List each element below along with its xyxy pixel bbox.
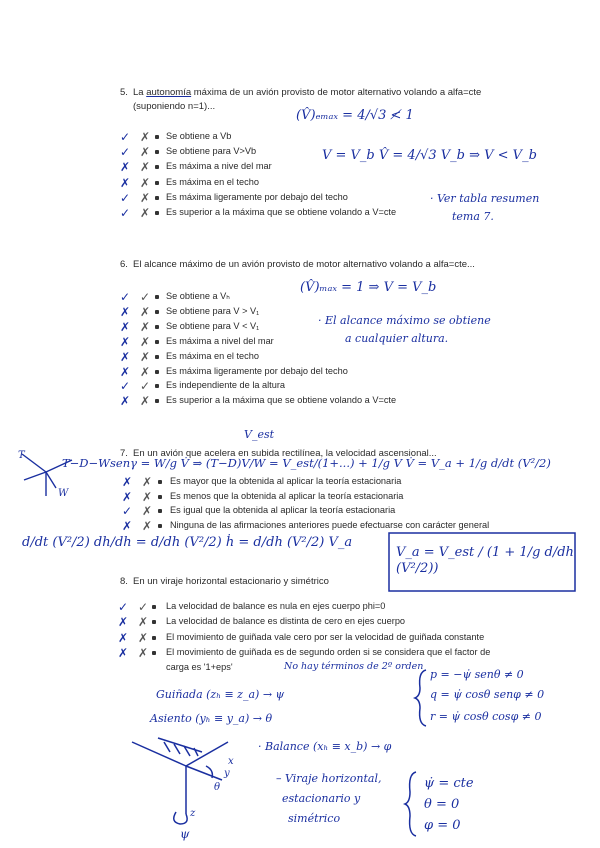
answer-mark-right: ✗ <box>140 175 151 190</box>
answer-mark-right: ✗ <box>140 394 151 409</box>
q7-option-4: Ninguna de las afirmaciones anteriores puede efectuarse con carácter general <box>170 519 490 530</box>
q5-stem: La autonomía máxima de un avión provisto de motor alternativo volando a alfa=cte <box>133 87 482 98</box>
option-bullet <box>155 211 159 215</box>
answer-mark-left: ✗ <box>122 518 133 533</box>
option-bullet <box>158 495 162 499</box>
option-bullet <box>155 165 159 169</box>
diagram-z-label: z <box>190 808 196 819</box>
q8-brace-bottom <box>404 770 420 838</box>
q6-note2: a cualquier altura. <box>345 332 449 345</box>
answer-mark-left: ✗ <box>120 319 131 334</box>
q7-number: 7. <box>120 448 128 459</box>
answer-mark-right: ✓ <box>138 600 149 614</box>
q8-option-2: La velocidad de balance es distinta de cero en ejes cuerpo <box>166 616 406 627</box>
answer-mark-right: ✗ <box>142 475 153 489</box>
option-bullet <box>155 135 159 139</box>
q8-line-asiento: Asiento (yₕ ≡ y_a) → θ <box>150 712 273 725</box>
answer-mark-left: ✗ <box>118 645 129 660</box>
option-bullet <box>155 325 159 329</box>
option-bullet <box>155 340 159 344</box>
q5-note1: · Ver tabla resumen <box>430 192 540 205</box>
option-bullet <box>155 384 159 388</box>
arrow-decoration <box>296 688 336 708</box>
answer-mark-right: ✗ <box>140 319 151 334</box>
q6-option-7: Es independiente de la altura <box>166 380 286 391</box>
q7-equation: T−D−Wsenγ = W/g V̇ ⇒ (T−D)V/W = V_est/(1+...) + 1/g V V̇ = V_a + 1/g d/dt (V²/2) <box>62 456 551 470</box>
answer-mark-left: ✓ <box>120 290 131 304</box>
q5-formula2: V = V_b V̂ = 4/√3 V_b ⇒ V < V_b <box>322 148 537 163</box>
answer-mark-right: ✗ <box>140 190 151 205</box>
q6-option-2: Se obtiene para V > V₁ <box>166 305 260 316</box>
q6-option-4: Es máxima a nivel del mar <box>166 335 274 346</box>
aircraft-axes-diagram <box>118 732 258 842</box>
answer-mark-left: ✓ <box>118 600 129 614</box>
answer-mark-right: ✗ <box>142 504 153 518</box>
answer-mark-right: ✗ <box>140 160 151 175</box>
answer-mark-left: ✗ <box>122 475 133 489</box>
answer-mark-right: ✗ <box>140 206 151 220</box>
q6-note1: · El alcance máximo se obtiene <box>318 314 491 327</box>
q6-stem: El alcance máximo de un avión provisto de motor alternativo volando a alfa=cte... <box>133 259 475 270</box>
answer-mark-left: ✗ <box>118 630 129 645</box>
answer-mark-right: ✗ <box>140 349 151 364</box>
answer-mark-left: ✓ <box>120 190 131 205</box>
answer-mark-left: ✗ <box>120 349 131 364</box>
option-bullet <box>152 636 156 640</box>
answer-mark-left: ✗ <box>118 615 129 630</box>
diagram-x-label: x <box>228 756 234 767</box>
option-bullet <box>158 524 162 528</box>
q7-option-2: Es menos que la obtenida al aplicar la teoría estacionaria <box>170 490 404 501</box>
answer-mark-right: ✗ <box>138 630 149 645</box>
q7-axes-sketch <box>12 440 82 500</box>
answer-mark-left: ✓ <box>122 504 133 518</box>
q8-rel-r: r = ψ̇ cosθ cosφ ≠ 0 <box>430 710 542 723</box>
q8-cond-psi: ψ̇ = cte <box>424 776 474 791</box>
q6-option-3: Se obtiene para V < V₁ <box>166 320 260 331</box>
q8-option-4: El movimiento de guiñada es de segundo orden si se considera que el factor de <box>166 646 491 657</box>
q8-rel-p: p = −ψ̇ senθ ≠ 0 <box>430 668 524 681</box>
option-bullet <box>155 150 159 154</box>
q8-viraje-3: simétrico <box>288 812 341 825</box>
answer-mark-left: ✓ <box>120 206 131 220</box>
answer-mark-right: ✗ <box>140 364 151 379</box>
q8-inline-note: No hay términos de 2º orden <box>284 661 424 672</box>
q8-viraje-2: estacionario y <box>282 792 361 805</box>
q6-option-6: Es máxima ligeramente por debajo del techo <box>166 365 348 376</box>
option-bullet <box>155 370 159 374</box>
diagram-psi-label: ψ <box>180 827 190 841</box>
q5-stem-line2: (suponiendo n=1)... <box>133 101 216 112</box>
q8-line-guinada: Guiñada (zₕ ≡ z_a) → ψ <box>156 688 285 701</box>
answer-mark-right: ✓ <box>140 379 151 394</box>
q8-stem: En un viraje horizontal estacionario y simétrico <box>133 576 329 587</box>
q6-number: 6. <box>120 259 128 270</box>
q8-line-balance: · Balance (xₕ ≡ x_b) → φ <box>258 740 392 753</box>
q5-option-2: Se obtiene para V>Vb <box>166 146 257 157</box>
q5-option-1: Se obtiene a Vb <box>166 131 232 141</box>
q6-formula: (V̂)ₘₐₓ = 1 ⇒ V = V_b <box>300 280 437 295</box>
q8-cond-theta: θ = 0 <box>424 797 460 812</box>
option-bullet <box>155 181 159 185</box>
q8-brace-right <box>414 668 430 728</box>
answer-mark-left: ✗ <box>120 304 131 319</box>
answer-mark-right: ✗ <box>140 304 151 319</box>
answer-mark-right: ✗ <box>140 145 151 160</box>
q7-equation2: d/dt (V²/2) dh/dh = d/dh (V²/2) ḣ = d/dh (V²/2) V_a <box>22 535 353 550</box>
option-bullet <box>155 355 159 359</box>
answer-mark-left: ✓ <box>120 145 131 160</box>
option-bullet <box>155 196 159 200</box>
q8-cond-phi: φ = 0 <box>424 818 461 833</box>
option-bullet <box>155 310 159 314</box>
q7-boxed-formula: V_a = V_est / (1 + 1/g d/dh (V²/2)) <box>396 545 574 576</box>
answer-mark-left: ✗ <box>120 334 131 349</box>
option-bullet <box>158 480 162 484</box>
q6-option-5: Es máxima en el techo <box>166 350 259 361</box>
q5-option-5: Es máxima ligeramente por debajo del techo <box>166 191 348 202</box>
diagram-y-label: y <box>224 768 230 779</box>
q5-number: 5. <box>120 87 128 98</box>
q8-viraje-1: – Viraje horizontal, <box>276 772 382 785</box>
q5-note2: tema 7. <box>452 210 494 223</box>
answer-mark-left: ✗ <box>120 160 131 175</box>
q8-option-5: carga es '1+eps' <box>166 662 233 673</box>
q5-option-3: Es máxima a nive del mar <box>166 161 272 172</box>
answer-mark-right: ✗ <box>142 489 153 504</box>
q7-option-1: Es mayor que la obtenida al aplicar la teoría estacionaria <box>170 476 402 486</box>
q8-option-3: El movimiento de guiñada vale cero por ser la velocidad de guiñada constante <box>166 631 485 642</box>
diagram-theta-label: θ <box>214 782 221 793</box>
answer-mark-right: ✗ <box>138 645 149 660</box>
answer-mark-left: ✗ <box>120 364 131 379</box>
q8-option-1: La velocidad de balance es nula en ejes cuerpo phi=0 <box>166 601 386 611</box>
answer-mark-left: ✓ <box>120 379 131 394</box>
answer-mark-right: ✗ <box>140 130 151 144</box>
q8-rel-q: q = ψ̇ cosθ senφ ≠ 0 <box>430 688 545 701</box>
option-bullet <box>152 605 156 609</box>
q7-axes-t: T <box>18 450 25 461</box>
option-bullet <box>152 651 156 655</box>
q5-option-6: Es superior a la máxima que se obtiene volando a V=cte <box>166 207 397 217</box>
q8-number: 8. <box>120 576 128 587</box>
answer-mark-right: ✗ <box>142 518 153 533</box>
answer-mark-right: ✗ <box>138 615 149 630</box>
option-bullet <box>155 399 159 403</box>
option-bullet <box>155 295 159 299</box>
answer-mark-left: ✗ <box>120 394 131 409</box>
q6-option-8: Es superior a la máxima que se obtiene volando a V=cte <box>166 395 397 406</box>
q7-axes-w: W <box>58 488 69 499</box>
option-bullet <box>158 509 162 513</box>
q7-option-3: Es igual que la obtenida al aplicar la teoría estacionaria <box>170 505 396 515</box>
answer-mark-left: ✗ <box>122 489 133 504</box>
q6-option-1: Se obtiene a Vₕ <box>166 291 230 301</box>
answer-mark-right: ✗ <box>140 334 151 349</box>
q5-formula: (V̂)ₑₘₐₓ = 4/√3 ≮ 1 <box>296 108 414 123</box>
q7-stem: En un avión que acelera en subida rectilínea, la velocidad ascensional... <box>133 448 437 459</box>
answer-mark-right: ✓ <box>140 290 151 304</box>
q5-option-4: Es máxima en el techo <box>166 176 259 187</box>
q7-vest: V_est <box>244 428 275 441</box>
option-bullet <box>152 620 156 624</box>
answer-mark-left: ✓ <box>120 130 131 144</box>
answer-mark-left: ✗ <box>120 175 131 190</box>
